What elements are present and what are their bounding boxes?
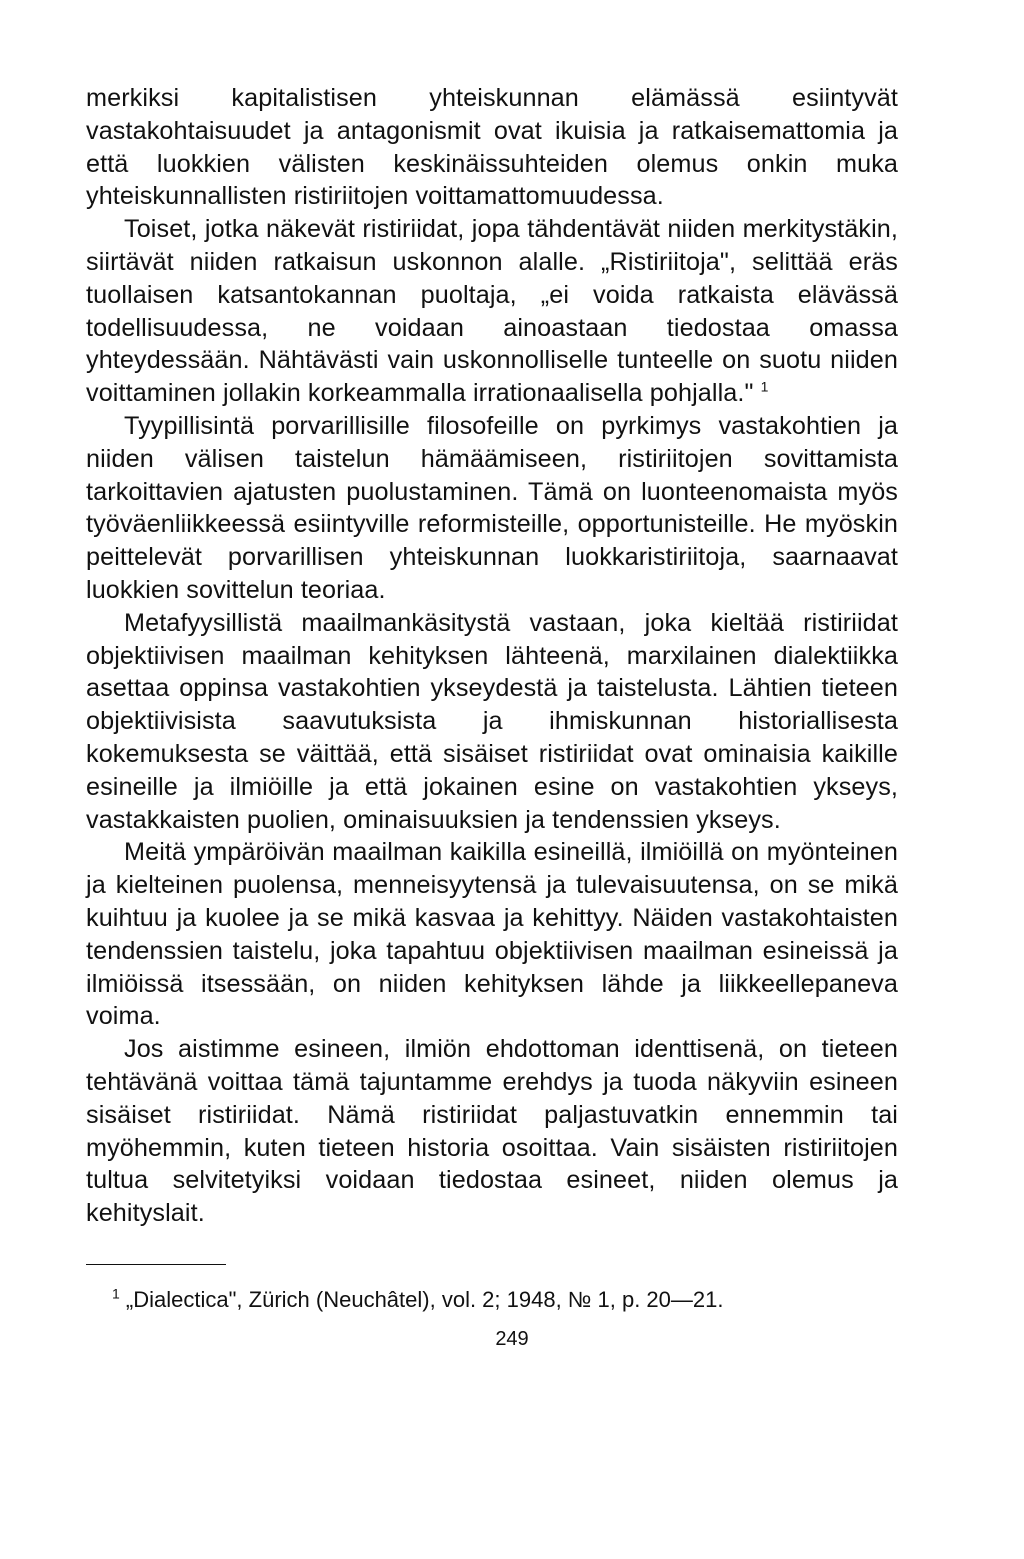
footnote-divider (86, 1264, 226, 1265)
paragraph-1-text: merkiksi kapitalistisen yhteiskunnan elämässä esiintyvät vastakohtaisuudet ja antagonismit ovat ikuisia ja ratkaisemattomia ja että luokkien välisten keskinäissuhteiden olemus onkin muka yhteiskunnallisten ristiriitojen voittamattomuudessa. (86, 84, 898, 211)
footnote-mark: 1 (112, 1285, 120, 1302)
footnote (112, 1286, 724, 1314)
paragraph-6-text: Jos aistimme esineen, ilmiön ehdottoman identtisenä, on tieteen tehtävänä voittaa tämä tajuntamme erehdys ja tuoda näkyviin esineen sisäiset ristiriidat. Nämä ristiriidat paljastuvatkin ennemmin tai myöhemmin, kuten tieteen historia osoittaa. Vain sisäisten ristiriitojen tultua selvitetyiksi voidaan tiedostaa esineet, niiden olemus ja kehityslait. (86, 1035, 898, 1228)
footnote-reference: 1 (760, 378, 769, 395)
paragraph-5-text: Meitä ympäröivän maailman kaikilla esineillä, ilmiöillä on myönteinen ja kielteinen puolensa, menneisyytensä ja tulevaisuutensa, on se mikä kuihtuu ja kuolee ja se mikä kasvaa ja kehittyy. Näiden vastakohtaisten tendenssien taistelu, joka tapahtuu objektiivisen maailman esineissä ja ilmiöissä itsessään, on niiden kehityksen lähde ja liikkeellepaneva voima. (86, 838, 898, 1031)
paragraph-1 (86, 82, 898, 213)
paragraph-6 (86, 1033, 898, 1230)
page-body (86, 82, 898, 1230)
page-number: 249 (495, 1328, 529, 1350)
paragraph-4 (86, 607, 898, 837)
paragraph-4-text: Metafyysillistä maailmankäsitystä vastaan, joka kieltää ristiriidat objektiivisen maailman kehityksen lähteenä, marxilainen dialektiikka asettaa oppinsa vastakohtien ykseydestä ja taistelusta. Lähtien tieteen objektiivisista saavutuksista ja ihmiskunnan historiallisesta kokemuksesta se väittää, että sisäiset ristiriidat ovat ominaisia kaikille esineille ja ilmiöille ja että jokainen esine on vastakohtien ykseys, vastakkaisten puolien, ominaisuuksien ja tendenssien ykseys. (86, 608, 898, 834)
paragraph-3 (86, 410, 898, 607)
paragraph-3-text: Tyypillisintä porvarillisille filosofeille on pyrkimys vastakohtien ja niiden välisen taistelun hämäämiseen, ristiriitojen sovittamista tarkoittavien ajatusten puolustaminen. Tämä on luonteenomaista myös työväenliikkeessä esiintyville reformisteille, opportunisteille. He myöskin peittelevät porvarillisen yhteiskunnan luokkaristiriitoja, saarnaavat luokkien sovittelun teoriaa. (86, 411, 898, 604)
paragraph-2-text: Toiset, jotka näkevät ristiriidat, jopa tähdentävät niiden merkitystäkin, siirtävät niiden ratkaisun uskonnon alalle. „Ristiriitoja", selittää eräs tuollaisen katsantokannan puoltaja, „ei voida ratkaista elävässä todellisuudessa, ne voidaan ainoastaan tiedostaa omassa yhteydessään. Nähtävästi vain uskonnolliselle tunteelle on suotu niiden voittaminen jollakin korkeammalla irrationaalisella pohjalla." (86, 215, 898, 408)
footnote-text: „Dialectica", Zürich (Neuchâtel), vol. 2; 1948, № 1, p. 20—21. (125, 1287, 724, 1312)
paragraph-5 (86, 836, 898, 1033)
paragraph-2 (86, 213, 898, 410)
